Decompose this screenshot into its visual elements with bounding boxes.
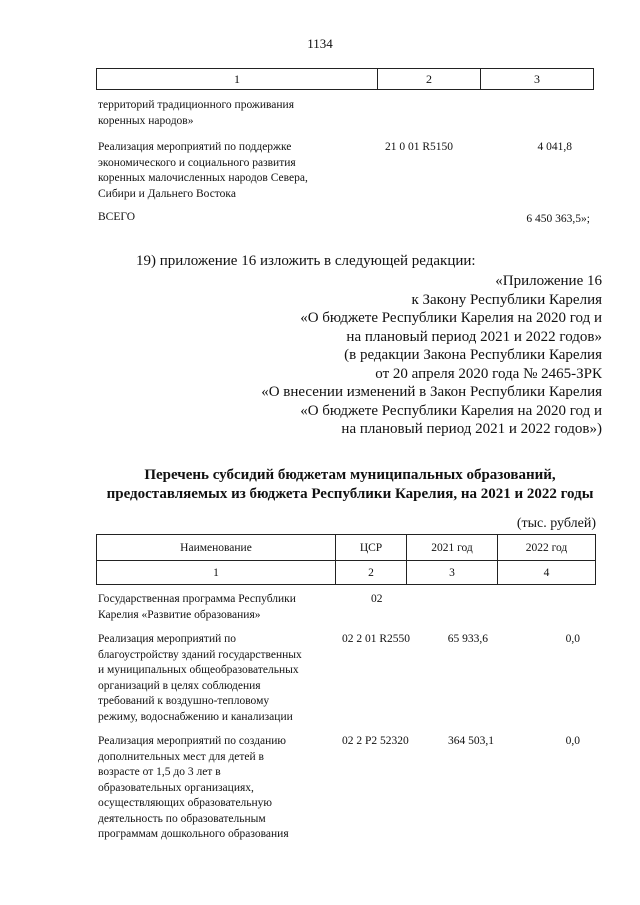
table1-total-value: 6 450 363,5»; bbox=[526, 213, 590, 225]
table1-header-col2: 2 bbox=[378, 69, 481, 90]
page-number: 1134 bbox=[307, 36, 333, 51]
table1-row1-name: территорий традиционного проживания коренных народов» bbox=[98, 99, 294, 127]
table2-row3-code: 02 2 P2 52320 bbox=[342, 735, 409, 747]
table1-row2-name: Реализация мероприятий по поддержке экономического и социального развития коренных малочисленных народов Севера, Сибири и Дальнего Востока bbox=[98, 141, 308, 200]
table1-row2-value: 4 041,8 bbox=[537, 141, 572, 153]
table1-total-label: ВСЕГО bbox=[98, 211, 136, 223]
table2-row2-2021: 65 933,6 bbox=[447, 633, 488, 645]
table2-header-name: Наименование bbox=[97, 535, 336, 561]
document-title: Перечень субсидий бюджетам муниципальных образований, предоставляемых из бюджета Республики Карелия, на 2021 и 2022 годы bbox=[106, 467, 594, 502]
amendment-paragraph: 19) приложение 16 изложить в следующей редакции: bbox=[136, 253, 476, 269]
units-label: (тыс. рублей) bbox=[516, 516, 596, 531]
table2-header-2021: 2021 год bbox=[407, 535, 498, 561]
table2-row2-name: Реализация мероприятий по благоустройству зданий государственных и муниципальных общеобразовательных организаций в целях соблюдения требований к воздушно-тепловому режиму, водоснабжению и канализации bbox=[98, 633, 302, 723]
table1-header bbox=[96, 68, 594, 90]
table2-row3-2021: 364 503,1 bbox=[448, 735, 494, 747]
table2-row1-name: Государственная программа Республики Карелия «Развитие образования» bbox=[98, 593, 296, 621]
table2-row3-2022: 0,0 bbox=[565, 735, 580, 747]
table2-row3-name: Реализация мероприятий по созданию дополнительных мест для детей в возрасте от 1,5 до 3 лет в образовательных организациях, осуществляющих образовательную деятельность по образовательным программам дошкольного образования bbox=[98, 735, 289, 840]
table2-number-1: 1 bbox=[97, 561, 336, 585]
table2-header bbox=[96, 534, 596, 585]
table2-header-csr: ЦСР bbox=[336, 535, 407, 561]
table2-row1-code: 02 bbox=[371, 593, 383, 605]
table1-row2-code: 21 0 01 R5150 bbox=[385, 141, 454, 153]
table2-number-4: 4 bbox=[498, 561, 596, 585]
appendix-header: «Приложение 16 к Закону Республики Карелия «О бюджете Республики Карелия на 2020 год и на плановый период 2021 и 2022 годов» (в редакции Закона Республики Карелия от 20 апреля 2020 года № 2465-ЗРК «О внесении изменений в Закон Республики Карелия «О бюджете Республики Карелия на 2020 год и на плановый период 2021 и 2022 годов») bbox=[261, 273, 602, 437]
table1-header-col1: 1 bbox=[97, 69, 378, 90]
table1-header-col3: 3 bbox=[481, 69, 594, 90]
table2-header-2022: 2022 год bbox=[498, 535, 596, 561]
table2-number-2: 2 bbox=[336, 561, 407, 585]
table2-row2-code: 02 2 01 R2550 bbox=[342, 633, 411, 645]
table2-number-3: 3 bbox=[407, 561, 498, 585]
table2-row2-2022: 0,0 bbox=[565, 633, 580, 645]
